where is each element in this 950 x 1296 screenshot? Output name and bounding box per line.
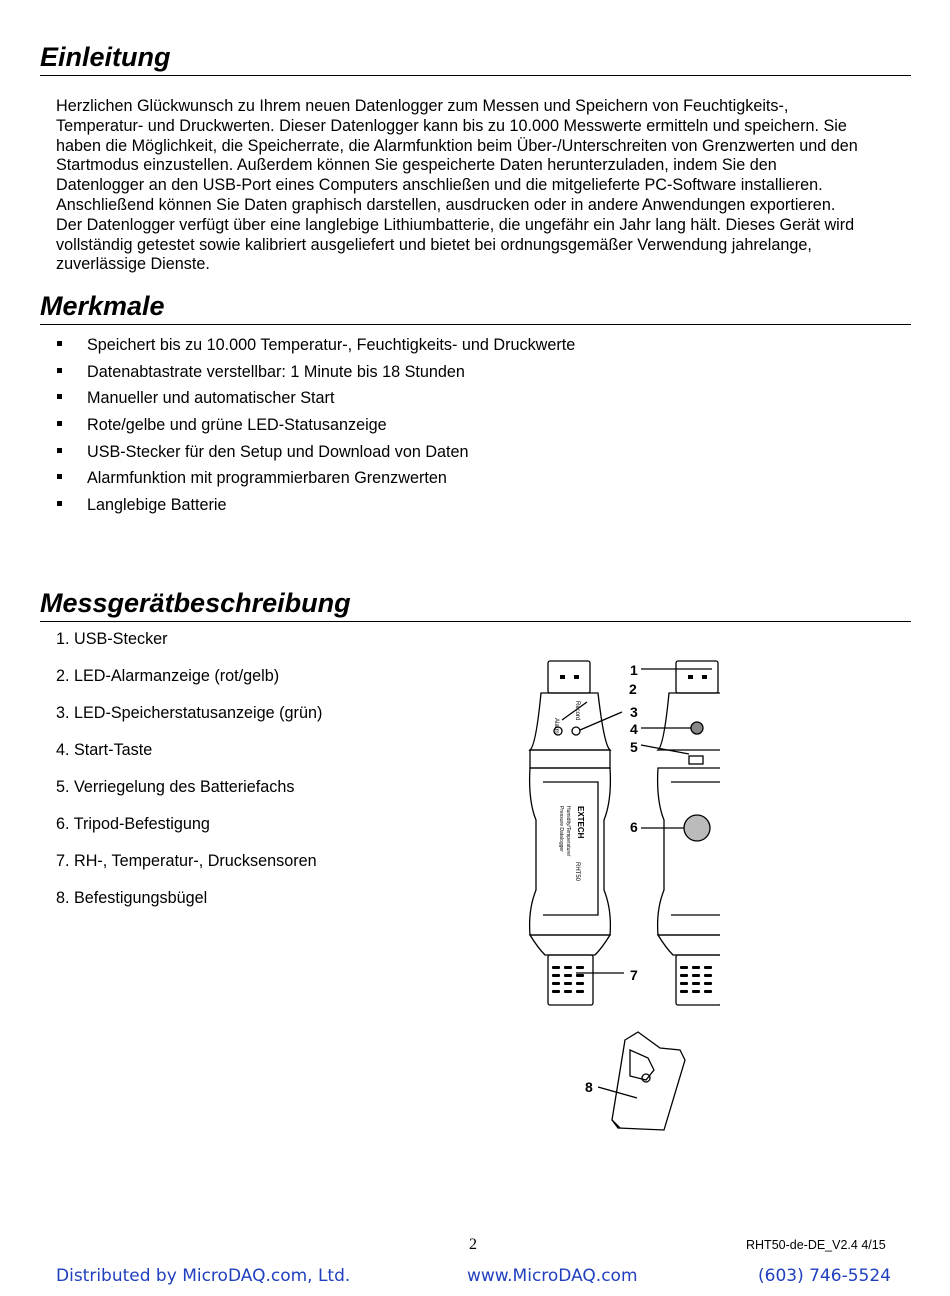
bullet-square-icon — [57, 421, 62, 426]
website-link[interactable]: www.MicroDAQ.com — [467, 1266, 638, 1286]
callout-4: 4 — [630, 721, 638, 737]
intro-line: zuverlässige Dienste. — [56, 255, 210, 274]
intro-line: Der Datenlogger verfügt über eine langlebige Lithiumbatterie, die ungefähr ein Jahr lang hält. Dieses Gerät wird — [56, 215, 855, 234]
description-heading: Messgerätbeschreibung — [40, 588, 351, 618]
distributor-text: Distributed by MicroDAQ.com, Ltd. — [56, 1266, 351, 1286]
parts-list — [56, 629, 322, 925]
back-sensor-vents — [680, 966, 712, 993]
list-item: Speichert bis zu 10.000 Temperatur-, Feuchtigkeits- und Druckwerte — [56, 335, 575, 362]
front-brand-label: EXTECH — [576, 806, 585, 839]
phone-number: (603) 746-5524 — [758, 1266, 891, 1286]
tripod-mount-icon — [684, 815, 710, 841]
list-item: 3. LED-Speicherstatusanzeige (grün) — [56, 704, 323, 722]
list-item: Rote/gelbe und grüne LED-Statusanzeige — [56, 415, 575, 442]
list-item: 5. Verriegelung des Batteriefachs — [56, 778, 295, 796]
bullet-square-icon — [57, 474, 62, 479]
callout-3: 3 — [630, 704, 638, 720]
intro-line: Temperatur- und Druckwerten. Dieser Datenlogger kann bis zu 10.000 Messwerte ermitteln und speichern. Sie — [56, 116, 847, 135]
intro-line: haben die Möglichkeit, die Speicherrate, die Alarmfunktion beim Über-/Unterschreiten von Grenzwerten und den — [56, 136, 858, 155]
features-list — [56, 335, 575, 522]
bullet-square-icon — [57, 368, 62, 373]
list-item: 4. Start-Taste — [56, 741, 153, 759]
callout-6: 6 — [630, 819, 638, 835]
datalogger-front-view — [530, 661, 622, 1005]
bullet-square-icon — [57, 448, 62, 453]
callout-7: 7 — [630, 967, 638, 983]
callout-2: 2 — [629, 681, 637, 697]
list-item: Langlebige Batterie — [56, 495, 575, 522]
intro-paragraph — [56, 97, 916, 275]
bullet-square-icon — [57, 394, 62, 399]
bullet-square-icon — [57, 341, 62, 346]
front-subtitle-1: Humidity/Temperature/ — [565, 806, 571, 857]
intro-heading: Einleitung — [40, 42, 171, 72]
list-item: 1. USB-Stecker — [56, 630, 168, 648]
list-item: 8. Befestigungsbügel — [56, 889, 208, 907]
callout-5: 5 — [630, 739, 638, 755]
intro-line: vollständig getestet sowie kalibriert ausgeliefert und bietet bei ordnungsgemäßer Verwendung jahrelange, — [56, 235, 812, 254]
document-id: RHT50-de-DE_V2.4 4/15 — [746, 1238, 886, 1252]
list-item: 7. RH-, Temperatur-, Drucksensoren — [56, 852, 317, 870]
front-model-label: RHT50 — [574, 862, 580, 882]
intro-line: Datenlogger an den USB-Port eines Computers anschließen und die mitgelieferte PC-Software installieren. — [56, 176, 823, 195]
device-diagram — [520, 650, 720, 1140]
front-subtitle-2: Pressure Datalogger — [558, 806, 564, 852]
front-alarm-label: Alarm — [553, 718, 559, 734]
callout-8: 8 — [585, 1079, 593, 1095]
mounting-bracket — [598, 1032, 685, 1130]
callout-1: 1 — [630, 662, 638, 678]
front-record-label: Record — [574, 701, 580, 721]
record-led-icon — [572, 727, 580, 735]
intro-line: Herzlichen Glückwunsch zu Ihrem neuen Datenlogger zum Messen und Speichern von Feuchtigkeits-, — [56, 97, 789, 115]
intro-line: Anschließend können Sie Daten graphisch darstellen, ausdrucken oder in andere Anwendungen exportieren. — [56, 195, 836, 214]
list-item: USB-Stecker für den Setup und Download von Daten — [56, 442, 575, 469]
page-number: 2 — [469, 1236, 477, 1253]
description-heading-rule — [40, 621, 911, 622]
front-sensor-vents — [552, 966, 584, 993]
intro-heading-rule — [40, 75, 911, 76]
start-button-icon — [691, 722, 703, 734]
list-item: 6. Tripod-Befestigung — [56, 815, 210, 833]
list-item: Datenabtastrate verstellbar: 1 Minute bis 18 Stunden — [56, 362, 575, 389]
features-heading-rule — [40, 324, 911, 325]
features-heading: Merkmale — [40, 291, 165, 321]
list-item: Manueller und automatischer Start — [56, 388, 575, 415]
intro-line: Startmodus einzustellen. Außerdem können Sie gespeicherte Daten herunterzuladen, indem Sie den — [56, 156, 777, 175]
list-item: 2. LED-Alarmanzeige (rot/gelb) — [56, 667, 280, 685]
list-item: Alarmfunktion mit programmierbaren Grenzwerten — [56, 468, 575, 495]
battery-latch-icon — [689, 756, 703, 764]
callout-numbers — [585, 662, 638, 1095]
bullet-square-icon — [57, 501, 62, 506]
